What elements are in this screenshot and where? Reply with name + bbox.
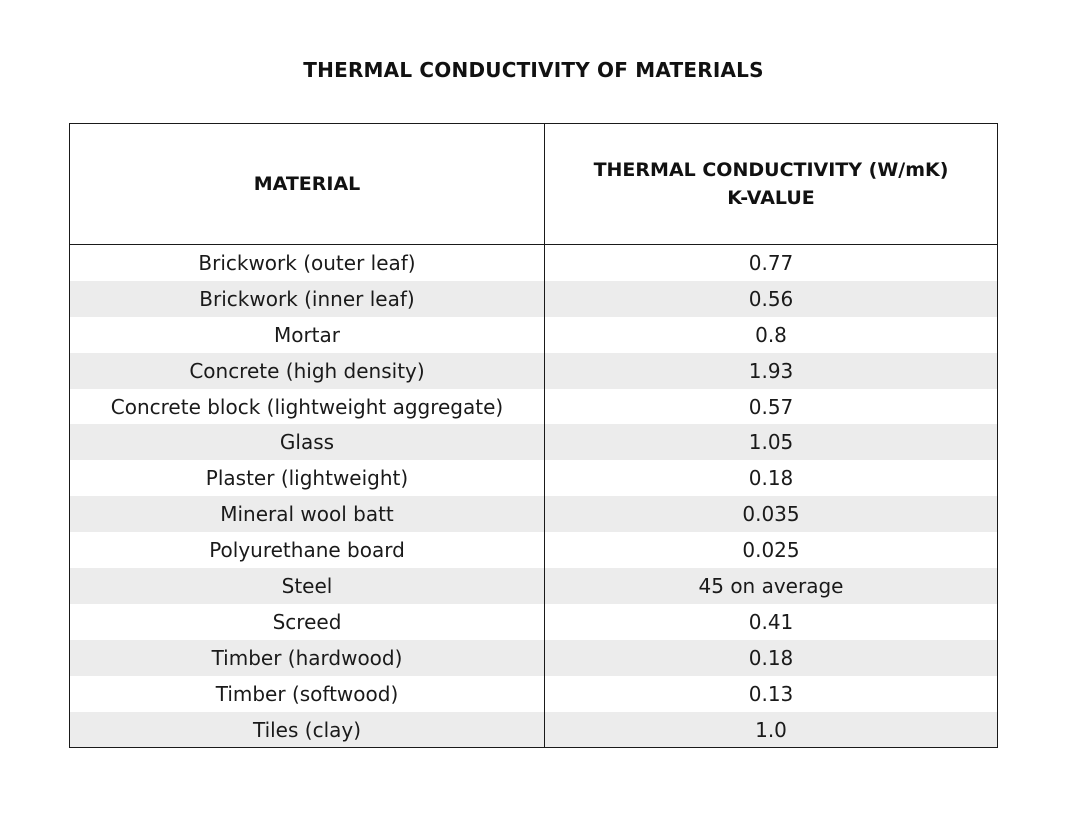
value-cell: 1.93 <box>748 358 794 383</box>
material-cell: Steel <box>70 568 545 604</box>
table-row <box>70 568 997 604</box>
table-row <box>70 712 997 748</box>
value-cell: 0.41 <box>748 609 794 634</box>
value-cell: 0.035 <box>742 502 800 527</box>
header-material-cell <box>70 124 545 244</box>
table-header-row <box>70 124 997 245</box>
table-row <box>70 604 997 640</box>
page-title: THERMAL CONDUCTIVITY OF MATERIALS <box>303 58 764 82</box>
value-cell: 0.18 <box>748 645 794 670</box>
value-cell: 1.05 <box>748 430 794 455</box>
material-cell: Timber (softwood) <box>70 676 545 712</box>
header-conductivity-line1: THERMAL CONDUCTIVITY (W/mK) <box>593 159 949 181</box>
material-cell: Tiles (clay) <box>70 712 545 748</box>
material-cell: Concrete block (lightweight aggregate) <box>70 389 545 425</box>
table-row <box>70 353 997 389</box>
table-row <box>70 317 997 353</box>
header-conductivity-line2: K-VALUE <box>727 187 815 209</box>
value-cell: 0.56 <box>748 286 794 311</box>
material-cell: Mortar <box>70 317 545 353</box>
material-cell: Concrete (high density) <box>70 353 545 389</box>
conductivity-table <box>69 123 998 748</box>
value-cell: 1.0 <box>755 717 787 742</box>
material-cell: Brickwork (inner leaf) <box>70 281 545 317</box>
table-row <box>70 424 997 460</box>
value-cell: 0.77 <box>748 250 794 275</box>
header-conductivity <box>594 156 949 212</box>
value-cell: 0.57 <box>748 394 794 419</box>
table-row <box>70 676 997 712</box>
value-cell: 0.18 <box>748 466 794 491</box>
value-cell: 0.13 <box>748 681 794 706</box>
material-cell: Mineral wool batt <box>70 496 545 532</box>
material-cell: Glass <box>70 424 545 460</box>
table-row <box>70 460 997 496</box>
table-row <box>70 281 997 317</box>
value-cell: 0.8 <box>755 322 787 347</box>
table-row <box>70 640 997 676</box>
table-body <box>70 245 997 747</box>
table-row <box>70 245 997 281</box>
value-cell: 45 on average <box>698 573 844 598</box>
header-material: MATERIAL <box>253 173 361 195</box>
table-row <box>70 389 997 425</box>
material-cell: Screed <box>70 604 545 640</box>
material-cell: Plaster (lightweight) <box>70 460 545 496</box>
material-cell: Timber (hardwood) <box>70 640 545 676</box>
table-row <box>70 496 997 532</box>
table-row <box>70 532 997 568</box>
material-cell: Brickwork (outer leaf) <box>70 245 545 281</box>
header-conductivity-cell <box>545 124 997 244</box>
value-cell: 0.025 <box>742 538 800 563</box>
material-cell: Polyurethane board <box>70 532 545 568</box>
